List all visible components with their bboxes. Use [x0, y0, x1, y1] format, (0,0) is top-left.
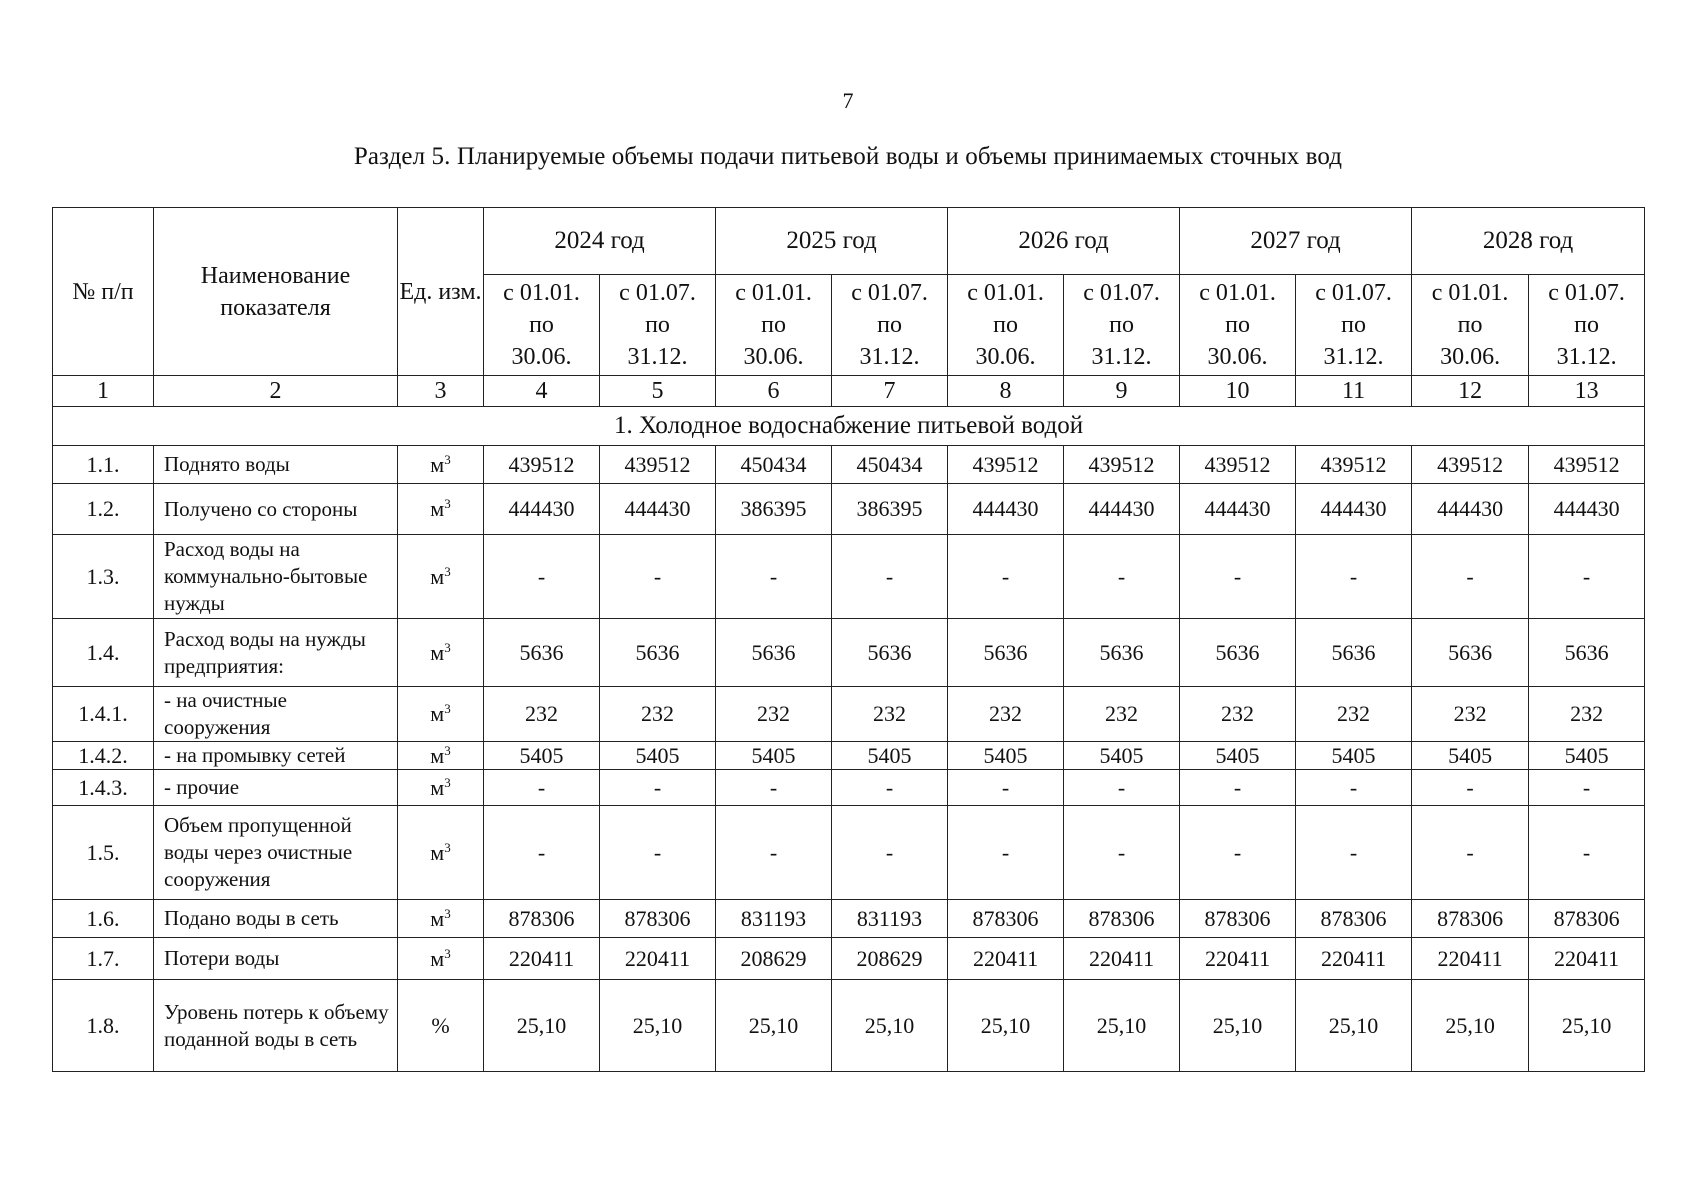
value-cell: 878306 — [1296, 900, 1412, 938]
indicator-name: Получено со стороны — [154, 484, 398, 535]
period-header — [1064, 275, 1180, 376]
period-line: 30.06. — [975, 344, 1036, 370]
value-cell: 220411 — [1064, 938, 1180, 980]
column-number: 4 — [484, 376, 600, 407]
value-cell: 232 — [832, 687, 948, 742]
unit-base: м — [430, 742, 445, 768]
indicator-name: Потери воды — [154, 938, 398, 980]
table-row — [53, 742, 1645, 770]
indicator-name: Объем пропущенной воды через очистные сооружения — [154, 806, 398, 900]
value-cell: 232 — [1180, 687, 1296, 742]
value-cell: 878306 — [948, 900, 1064, 938]
value-cell: 444430 — [1180, 484, 1296, 535]
value-cell: - — [1529, 770, 1645, 806]
value-cell: 444430 — [1529, 484, 1645, 535]
unit-exponent: 3 — [444, 945, 451, 961]
value-cell: - — [1529, 535, 1645, 619]
value-cell: 232 — [484, 687, 600, 742]
row-number: 1.8. — [53, 980, 154, 1072]
value-cell: 450434 — [832, 446, 948, 484]
value-cell: 220411 — [948, 938, 1064, 980]
period-header — [484, 275, 600, 376]
value-cell: - — [948, 770, 1064, 806]
period-line: 31.12. — [627, 344, 688, 370]
value-cell: 25,10 — [832, 980, 948, 1072]
value-cell: 25,10 — [1064, 980, 1180, 1072]
row-number: 1.2. — [53, 484, 154, 535]
value-cell: 444430 — [948, 484, 1064, 535]
period-line: 31.12. — [1556, 344, 1617, 370]
value-cell: 25,10 — [1529, 980, 1645, 1072]
table-row — [53, 806, 1645, 900]
value-cell: 439512 — [600, 446, 716, 484]
indicator-name: Расход воды на коммунально-бытовые нужды — [154, 535, 398, 619]
table-row — [53, 770, 1645, 806]
value-cell: - — [600, 535, 716, 619]
value-cell: 5405 — [948, 742, 1064, 770]
unit-cell — [398, 742, 484, 770]
value-cell: 232 — [948, 687, 1064, 742]
column-number: 2 — [154, 376, 398, 407]
unit-base: % — [431, 1012, 450, 1038]
period-line: с 01.07. — [1083, 280, 1160, 306]
value-cell: - — [1064, 806, 1180, 900]
value-cell: 232 — [716, 687, 832, 742]
unit-base: м — [430, 563, 445, 589]
value-cell: 5636 — [716, 619, 832, 687]
value-cell: 220411 — [1529, 938, 1645, 980]
value-cell: 220411 — [600, 938, 716, 980]
column-number: 6 — [716, 376, 832, 407]
value-cell: 5636 — [832, 619, 948, 687]
value-cell: - — [1180, 806, 1296, 900]
period-line: 31.12. — [1091, 344, 1152, 370]
period-line: по — [1225, 312, 1250, 338]
value-cell: 5636 — [1529, 619, 1645, 687]
value-cell: 439512 — [1296, 446, 1412, 484]
value-cell: 220411 — [1412, 938, 1529, 980]
header-unit: Ед. изм. — [398, 208, 484, 376]
indicator-name: - прочие — [154, 770, 398, 806]
value-cell: - — [1412, 806, 1529, 900]
period-line: по — [1457, 312, 1483, 338]
value-cell: - — [1296, 806, 1412, 900]
row-number: 1.7. — [53, 938, 154, 980]
value-cell: - — [1296, 770, 1412, 806]
value-cell: 25,10 — [484, 980, 600, 1072]
value-cell: - — [832, 535, 948, 619]
value-cell: 439512 — [1412, 446, 1529, 484]
value-cell: 25,10 — [1180, 980, 1296, 1072]
value-cell: 878306 — [1529, 900, 1645, 938]
value-cell: 444430 — [1296, 484, 1412, 535]
water-volumes-table — [52, 207, 1645, 1072]
row-number: 1.4.2. — [53, 742, 154, 770]
value-cell: - — [484, 806, 600, 900]
unit-base: м — [430, 945, 445, 971]
value-cell: 878306 — [600, 900, 716, 938]
period-line: с 01.01. — [1431, 280, 1509, 306]
unit-cell — [398, 938, 484, 980]
value-cell: 232 — [1529, 687, 1645, 742]
value-cell: 5636 — [600, 619, 716, 687]
table-row — [53, 687, 1645, 742]
value-cell: 5405 — [832, 742, 948, 770]
row-number: 1.1. — [53, 446, 154, 484]
unit-cell — [398, 535, 484, 619]
period-header — [948, 275, 1064, 376]
value-cell: 450434 — [716, 446, 832, 484]
value-cell: 5405 — [716, 742, 832, 770]
unit-exponent: 3 — [444, 639, 451, 655]
value-cell: 220411 — [1180, 938, 1296, 980]
value-cell: 444430 — [1064, 484, 1180, 535]
row-number: 1.6. — [53, 900, 154, 938]
value-cell: 5636 — [1064, 619, 1180, 687]
header-num: № п/п — [53, 208, 154, 376]
unit-base: м — [430, 496, 445, 521]
period-line: по — [1574, 312, 1599, 338]
indicator-name: Поднято воды — [154, 446, 398, 484]
period-header — [716, 275, 832, 376]
column-number: 5 — [600, 376, 716, 407]
value-cell: - — [1064, 770, 1180, 806]
year-header: 2026 год — [948, 208, 1180, 275]
row-number: 1.4.1. — [53, 687, 154, 742]
value-cell: - — [948, 806, 1064, 900]
value-cell: 439512 — [1064, 446, 1180, 484]
value-cell: 232 — [1296, 687, 1412, 742]
value-cell: 878306 — [1064, 900, 1180, 938]
value-cell: - — [832, 770, 948, 806]
value-cell: - — [1064, 535, 1180, 619]
unit-base: м — [430, 701, 445, 726]
period-line: с 01.07. — [619, 280, 696, 306]
unit-cell — [398, 900, 484, 938]
period-line: с 01.01. — [503, 280, 580, 306]
value-cell: 208629 — [832, 938, 948, 980]
row-number: 1.4. — [53, 619, 154, 687]
period-header — [1296, 275, 1412, 376]
year-header: 2028 год — [1412, 208, 1645, 275]
column-number: 1 — [53, 376, 154, 407]
table-row — [53, 938, 1645, 980]
indicator-name: Уровень потерь к объему поданной воды в сеть — [154, 980, 398, 1072]
value-cell: 386395 — [832, 484, 948, 535]
column-number: 3 — [398, 376, 484, 407]
value-cell: - — [1296, 535, 1412, 619]
year-header: 2024 год — [484, 208, 716, 275]
value-cell: 25,10 — [1296, 980, 1412, 1072]
period-line: 30.06. — [1207, 344, 1268, 370]
row-number: 1.5. — [53, 806, 154, 900]
indicator-name: - на промывку сетей — [154, 742, 398, 770]
value-cell: 5636 — [484, 619, 600, 687]
value-cell: - — [484, 535, 600, 619]
period-line: с 01.01. — [1199, 280, 1276, 306]
year-header: 2027 год — [1180, 208, 1412, 275]
period-line: 31.12. — [1323, 344, 1384, 370]
value-cell: 439512 — [1180, 446, 1296, 484]
unit-exponent: 3 — [444, 451, 451, 467]
value-cell: 25,10 — [948, 980, 1064, 1072]
value-cell: - — [484, 770, 600, 806]
value-cell: - — [1529, 806, 1645, 900]
value-cell: 232 — [600, 687, 716, 742]
value-cell: - — [948, 535, 1064, 619]
header-name: Наименование показателя — [154, 208, 398, 376]
period-line: с 01.07. — [1548, 280, 1625, 306]
value-cell: 878306 — [1180, 900, 1296, 938]
value-cell: 5636 — [1296, 619, 1412, 687]
unit-base: м — [430, 905, 445, 931]
value-cell: 208629 — [716, 938, 832, 980]
table-row — [53, 446, 1645, 484]
value-cell: 220411 — [484, 938, 600, 980]
value-cell: 831193 — [832, 900, 948, 938]
value-cell: - — [716, 535, 832, 619]
value-cell: - — [832, 806, 948, 900]
unit-exponent: 3 — [444, 839, 451, 855]
column-number-row — [53, 376, 1645, 407]
period-line: по — [529, 312, 554, 338]
period-line: 30.06. — [511, 344, 572, 370]
section-title: Раздел 5. Планируемые объемы подачи питьевой воды и объемы принимаемых сточных вод — [353, 143, 1343, 170]
section-heading: 1. Холодное водоснабжение питьевой водой — [53, 407, 1645, 446]
value-cell: 25,10 — [716, 980, 832, 1072]
period-header — [832, 275, 948, 376]
value-cell: - — [1180, 535, 1296, 619]
value-cell: 5636 — [1180, 619, 1296, 687]
column-number: 9 — [1064, 376, 1180, 407]
period-header — [1529, 275, 1645, 376]
column-number: 7 — [832, 376, 948, 407]
unit-exponent: 3 — [444, 701, 451, 716]
value-cell: 5405 — [600, 742, 716, 770]
period-line: с 01.07. — [1315, 280, 1392, 306]
unit-cell — [398, 446, 484, 484]
value-cell: 444430 — [600, 484, 716, 535]
row-number: 1.3. — [53, 535, 154, 619]
unit-cell — [398, 484, 484, 535]
period-line: с 01.07. — [851, 280, 928, 306]
value-cell: 232 — [1412, 687, 1529, 742]
period-line: по — [645, 312, 670, 338]
value-cell: 220411 — [1296, 938, 1412, 980]
value-cell: 831193 — [716, 900, 832, 938]
unit-cell — [398, 770, 484, 806]
table-row — [53, 619, 1645, 687]
indicator-name: Подано воды в сеть — [154, 900, 398, 938]
year-header: 2025 год — [716, 208, 948, 275]
period-header — [1180, 275, 1296, 376]
value-cell: 5636 — [1412, 619, 1529, 687]
period-line: с 01.01. — [735, 280, 812, 306]
section-heading-row — [53, 407, 1645, 446]
value-cell: 25,10 — [600, 980, 716, 1072]
value-cell: - — [600, 806, 716, 900]
value-cell: 25,10 — [1412, 980, 1529, 1072]
value-cell: 386395 — [716, 484, 832, 535]
column-number: 13 — [1529, 376, 1645, 407]
period-line: по — [1341, 312, 1366, 338]
value-cell: 5405 — [1529, 742, 1645, 770]
value-cell: 444430 — [484, 484, 600, 535]
year-header-row — [53, 208, 1645, 275]
table-row — [53, 900, 1645, 938]
period-header — [600, 275, 716, 376]
period-line: 30.06. — [743, 344, 804, 370]
value-cell: - — [716, 806, 832, 900]
table-row — [53, 484, 1645, 535]
value-cell: - — [600, 770, 716, 806]
unit-base: м — [430, 639, 445, 665]
value-cell: 5405 — [1180, 742, 1296, 770]
period-line: по — [993, 312, 1018, 338]
column-number: 10 — [1180, 376, 1296, 407]
value-cell: 5405 — [1412, 742, 1529, 770]
value-cell: 5405 — [1296, 742, 1412, 770]
value-cell: 439512 — [484, 446, 600, 484]
period-line: по — [877, 312, 902, 338]
unit-cell — [398, 619, 484, 687]
period-line: 31.12. — [859, 344, 920, 370]
unit-exponent: 3 — [444, 905, 451, 921]
unit-base: м — [430, 451, 445, 477]
column-number: 12 — [1412, 376, 1529, 407]
page-number: 7 — [842, 88, 854, 113]
period-header — [1412, 275, 1529, 376]
period-line: по — [1109, 312, 1134, 338]
value-cell: 5405 — [1064, 742, 1180, 770]
value-cell: - — [1412, 535, 1529, 619]
unit-base: м — [430, 774, 445, 800]
period-line: с 01.01. — [967, 280, 1044, 306]
table-row — [53, 980, 1645, 1072]
unit-exponent: 3 — [444, 563, 451, 579]
value-cell: 878306 — [1412, 900, 1529, 938]
row-number: 1.4.3. — [53, 770, 154, 806]
value-cell: 878306 — [484, 900, 600, 938]
period-line: 30.06. — [1440, 344, 1501, 370]
table-row — [53, 535, 1645, 619]
period-line: по — [761, 312, 786, 338]
value-cell: 232 — [1064, 687, 1180, 742]
value-cell: 439512 — [948, 446, 1064, 484]
unit-exponent: 3 — [444, 742, 451, 758]
indicator-name: Расход воды на нужды предприятия: — [154, 619, 398, 687]
value-cell: 444430 — [1412, 484, 1529, 535]
unit-base: м — [430, 839, 445, 865]
unit-cell — [398, 980, 484, 1072]
unit-cell — [398, 687, 484, 742]
column-number: 11 — [1296, 376, 1412, 407]
value-cell: 5636 — [948, 619, 1064, 687]
unit-cell — [398, 806, 484, 900]
value-cell: - — [1412, 770, 1529, 806]
unit-exponent: 3 — [444, 774, 451, 790]
indicator-name: - на очистные сооружения — [154, 687, 398, 742]
value-cell: 439512 — [1529, 446, 1645, 484]
unit-exponent: 3 — [444, 496, 451, 511]
value-cell: - — [1180, 770, 1296, 806]
value-cell: 5405 — [484, 742, 600, 770]
value-cell: - — [716, 770, 832, 806]
column-number: 8 — [948, 376, 1064, 407]
